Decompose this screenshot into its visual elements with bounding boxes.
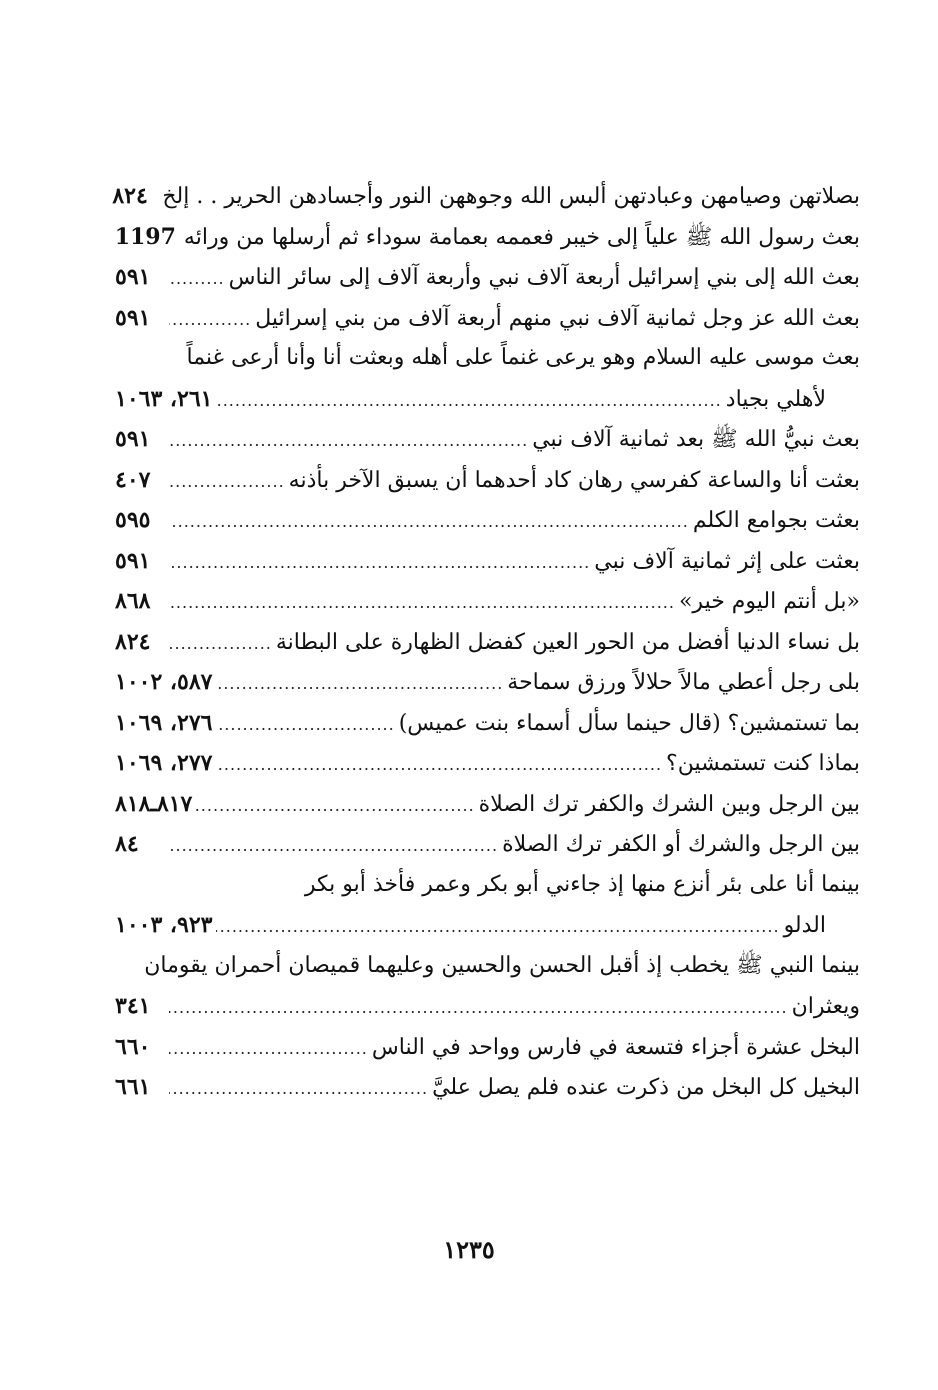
entry-text: بين الرجل وبين الشرك والكفر ترك الصلاة: [478, 791, 860, 817]
index-entry: [115, 460, 860, 501]
entry-text: بصلاتهن وصيامهن وعبادتهن ألبس الله وجوههن النور وأجسادهن الحرير . . إلخ: [162, 184, 860, 209]
entry-pages: ٤٠٧: [115, 466, 151, 493]
index-entry: [112, 176, 860, 217]
index-entry: [115, 1027, 860, 1068]
entry-pages: ٩٢٣، ١٠٠٣: [115, 912, 213, 938]
dot-leader: [169, 502, 689, 543]
index-entry: [115, 784, 860, 825]
entry-text: ويعثران: [791, 994, 860, 1019]
index-entry: [115, 217, 860, 258]
index-list: [112, 176, 860, 1108]
entry-pages: ٨٢٤: [115, 628, 151, 655]
index-entry: [115, 298, 860, 339]
entry-text: بينما النبي ﷺ يخطب إذ أقبل الحسن والحسين وعليهما قميصان أحمران يقومان: [144, 952, 860, 978]
entry-text: البخيل كل البخل من ذكرت عنده فلم يصل عليَّ: [432, 1075, 860, 1100]
entry-text: بين الرجل والشرك أو الكفر ترك الصلاة: [502, 832, 860, 857]
dot-leader: [169, 462, 285, 503]
entry-text: بعثت على إثر ثمانية آلاف نبي: [594, 548, 860, 574]
index-entry: [115, 1067, 860, 1108]
entry-text: بعث موسى عليه السلام وهو يرعى غنماً على أهله وبعثت أنا وأنا أرعى غنماً: [186, 345, 860, 370]
index-entry: [115, 662, 860, 703]
entry-text: بعثت أنا والساعة كفرسي رهان كاد أحدهما أن يسبق الآخر بأذنه: [288, 467, 860, 493]
entry-text: بماذا كنت تستمشين؟: [666, 751, 860, 776]
entry-pages: 1197: [114, 223, 176, 250]
entry-text: بما تستمشين؟ (قال حينما سأل أسماء بنت عميس): [398, 710, 860, 736]
dot-leader: [169, 543, 590, 584]
entry-pages: ٨٤: [115, 831, 139, 857]
dot-leader: [169, 1069, 428, 1110]
index-entry: [115, 824, 860, 865]
entry-text: بعث نبيُّ الله ﷺ بعد ثمانية آلاف نبي: [532, 427, 860, 452]
index-entry: [115, 379, 860, 420]
entry-pages: ٥٩١: [115, 264, 151, 290]
dot-leader: [196, 786, 474, 827]
entry-pages: ٨١٧ـ٨١٨: [115, 790, 193, 817]
entry-pages: ٥٩١: [115, 304, 151, 331]
index-entry: [115, 986, 860, 1027]
entry-pages: ٥٨٧، ١٠٠٢: [115, 669, 213, 695]
entry-text: الدلو: [783, 913, 826, 938]
dot-leader: [169, 583, 675, 624]
dot-leader: [216, 664, 503, 705]
dot-leader: [169, 624, 272, 665]
index-entry: [115, 703, 860, 744]
page-number: ١٢٣٥: [443, 1235, 495, 1264]
entry-text: بعث الله عز وجل ثمانية آلاف نبي منهم أربعة آلاف من بني إسرائيل: [255, 305, 860, 331]
index-entry: [115, 541, 860, 582]
entry-pages: ٢٧٦، ١٠٦٩: [115, 709, 213, 736]
entry-pages: ٦٦١: [115, 1074, 151, 1100]
dot-leader: [216, 381, 721, 422]
entry-text: لأهلي بجياد: [725, 386, 826, 412]
entry-pages: ٢٧٧، ١٠٦٩: [115, 750, 213, 776]
entry-pages: ٥٩٥: [115, 507, 151, 533]
index-entry: [115, 865, 860, 906]
entry-pages: ٥٩١: [115, 426, 151, 452]
dot-leader: [169, 826, 498, 867]
dot-leader: [169, 988, 788, 1029]
index-entry: [115, 581, 860, 622]
index-entry: [115, 419, 860, 460]
entry-pages: ٨٢٤: [112, 183, 148, 209]
entry-pages: ٥٩١: [115, 547, 151, 574]
entry-text: «بل أنتم اليوم خير»: [678, 589, 860, 614]
entry-text: بل نساء الدنيا أفضل من الحور العين كفضل الظهارة على البطانة: [275, 629, 860, 655]
index-entry: [115, 743, 860, 784]
index-entry: [115, 338, 860, 379]
dot-leader: [169, 1029, 368, 1070]
dot-leader: [216, 705, 394, 746]
entry-text: بلى رجل أعطي مالاً حلالاً ورزق سماحة: [507, 670, 860, 695]
dot-leader: [169, 259, 225, 300]
index-entry: [115, 946, 860, 987]
index-entry: [115, 257, 860, 298]
entry-text: بينما أنا على بئر أنزع منها إذ جاءني أبو بكر وعمر فأخذ أبو بكر: [304, 871, 860, 897]
entry-pages: ٦٦٠: [115, 1033, 151, 1060]
dot-leader: [169, 300, 251, 341]
dot-leader: [216, 745, 662, 786]
index-entry: [115, 622, 860, 663]
entry-pages: ٢٦١، ١٠٦٣: [115, 385, 213, 412]
entry-text: بعثت بجوامع الكلم: [692, 508, 860, 533]
entry-pages: ٣٤١: [115, 993, 151, 1019]
index-entry: [115, 500, 860, 541]
entry-text: البخل عشرة أجزاء فتسعة في فارس وواحد في الناس: [371, 1034, 860, 1060]
entry-text: بعث الله إلى بني إسرائيل أربعة آلاف نبي وأربعة آلاف إلى سائر الناس: [228, 265, 860, 290]
dot-leader: [169, 421, 528, 462]
entry-text: بعث رسول الله ﷺ علياً إلى خيبر فعممه بعمامة سوداء ثم أرسلها من ورائه: [183, 224, 860, 250]
index-entry: [115, 905, 860, 946]
dot-leader: [216, 907, 779, 948]
entry-pages: ٨٦٨: [115, 588, 151, 614]
